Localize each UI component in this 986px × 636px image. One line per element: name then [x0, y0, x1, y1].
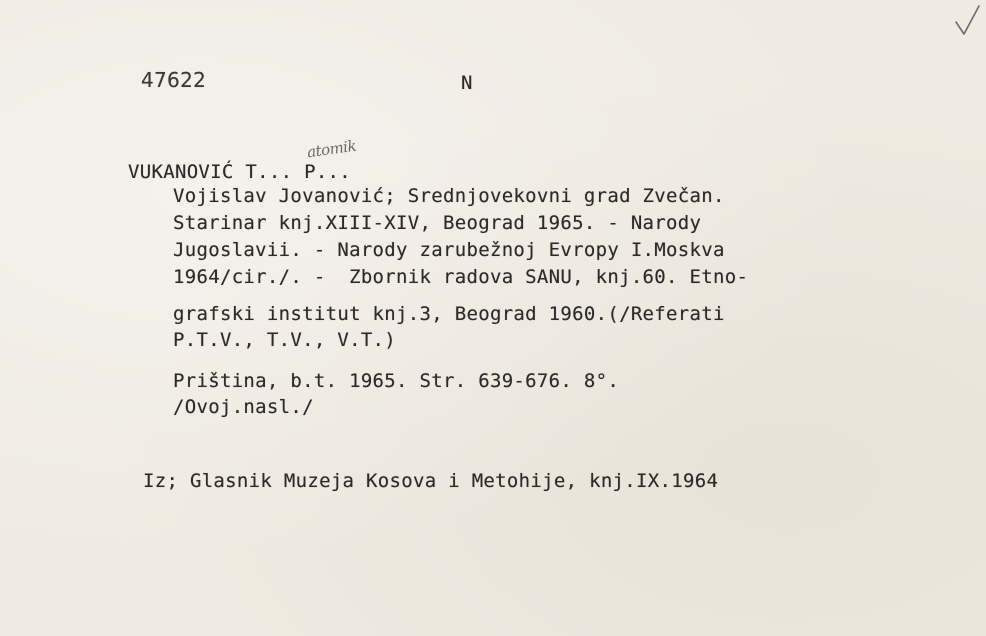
body-line: Starinar knj.XIII-XIV, Beograd 1965. - Narody: [173, 212, 702, 234]
body-line: Jugoslavii. - Narody zarubežnoj Evropy I.Moskva: [173, 239, 725, 261]
card-letter: N: [461, 72, 473, 94]
body-line: P.T.V., T.V., V.T.): [173, 329, 397, 351]
body-line: Priština, b.t. 1965. Str. 639-676. 8°.: [173, 370, 620, 392]
check-mark-icon: [952, 2, 982, 42]
body-line: 1964/cir./. - Zbornik radova SANU, knj.60. Etno-: [173, 266, 749, 288]
body-line: /Ovoj.nasl./: [173, 396, 314, 418]
body-line: Vojislav Jovanović; Srednjovekovni grad Zvečan.: [173, 185, 725, 207]
card-number: 47622: [141, 68, 207, 92]
handwritten-annotation: atomik: [305, 136, 358, 162]
source-line: Iz; Glasnik Muzeja Kosova i Metohije, knj.IX.1964: [143, 470, 719, 492]
body-line: grafski institut knj.3, Beograd 1960.(/Referati: [173, 303, 725, 325]
author-heading: VUKANOVIĆ T... P...: [128, 161, 352, 183]
